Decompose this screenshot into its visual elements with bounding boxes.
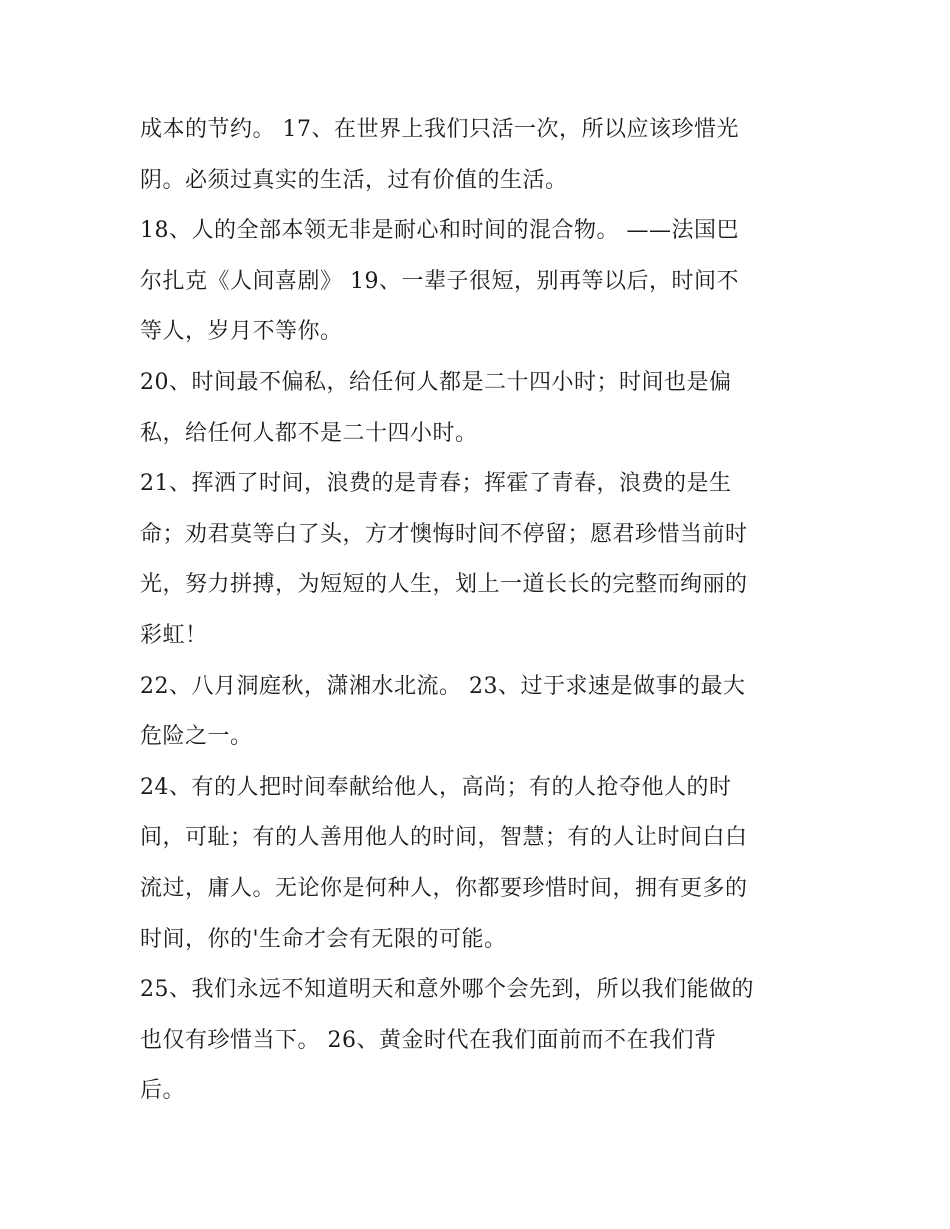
- text-line-11: 彩虹！: [140, 623, 208, 648]
- text-line-3: 18、人的全部本领无非是耐心和时间的混合物。 ——法国巴: [140, 218, 739, 243]
- text-line-18: 25、我们永远不知道明天和意外哪个会先到，所以我们能做的: [140, 977, 754, 1002]
- text-line-1: 成本的节约。 17、在世界上我们只活一次，所以应该珍惜光: [140, 117, 739, 142]
- text-line-7: 私，给任何人都不是二十四小时。: [140, 421, 478, 446]
- text-line-5: 等人，岁月不等你。: [140, 319, 343, 344]
- text-line-17: 时间，你的'生命才会有无限的可能。: [140, 927, 507, 952]
- text-line-9: 命；劝君莫等白了头，方才懊悔时间不停留；愿君珍惜当前时: [140, 522, 748, 547]
- text-line-4: 尔扎克《人间喜剧》 19、一辈子很短，别再等以后，时间不: [140, 269, 739, 294]
- text-line-13: 危险之一。: [140, 724, 253, 749]
- text-line-10: 光，努力拼搏，为短短的人生，划上一道长长的完整而绚丽的: [140, 572, 748, 597]
- text-line-19: 也仅有珍惜当下。 26、黄金时代在我们面前而不在我们背: [140, 1028, 717, 1053]
- text-line-12: 22、八月洞庭秋，潇湘水北流。 23、过于求速是做事的最大: [140, 674, 746, 699]
- text-line-8: 21、挥洒了时间，浪费的是青春；挥霍了青春，浪费的是生: [140, 471, 732, 496]
- text-line-14: 24、有的人把时间奉献给他人，高尚；有的人抢夺他人的时: [140, 775, 732, 800]
- text-line-6: 20、时间最不偏私，给任何人都是二十四小时；时间也是偏: [140, 370, 732, 395]
- text-line-20: 后。: [140, 1078, 186, 1103]
- text-line-16: 流过，庸人。无论你是何种人，你都要珍惜时间，拥有更多的: [140, 876, 748, 901]
- text-line-15: 间，可耻；有的人善用他人的时间，智慧；有的人让时间白白: [140, 825, 748, 850]
- text-line-2: 阴。必须过真实的生活，过有价值的生活。: [140, 168, 568, 193]
